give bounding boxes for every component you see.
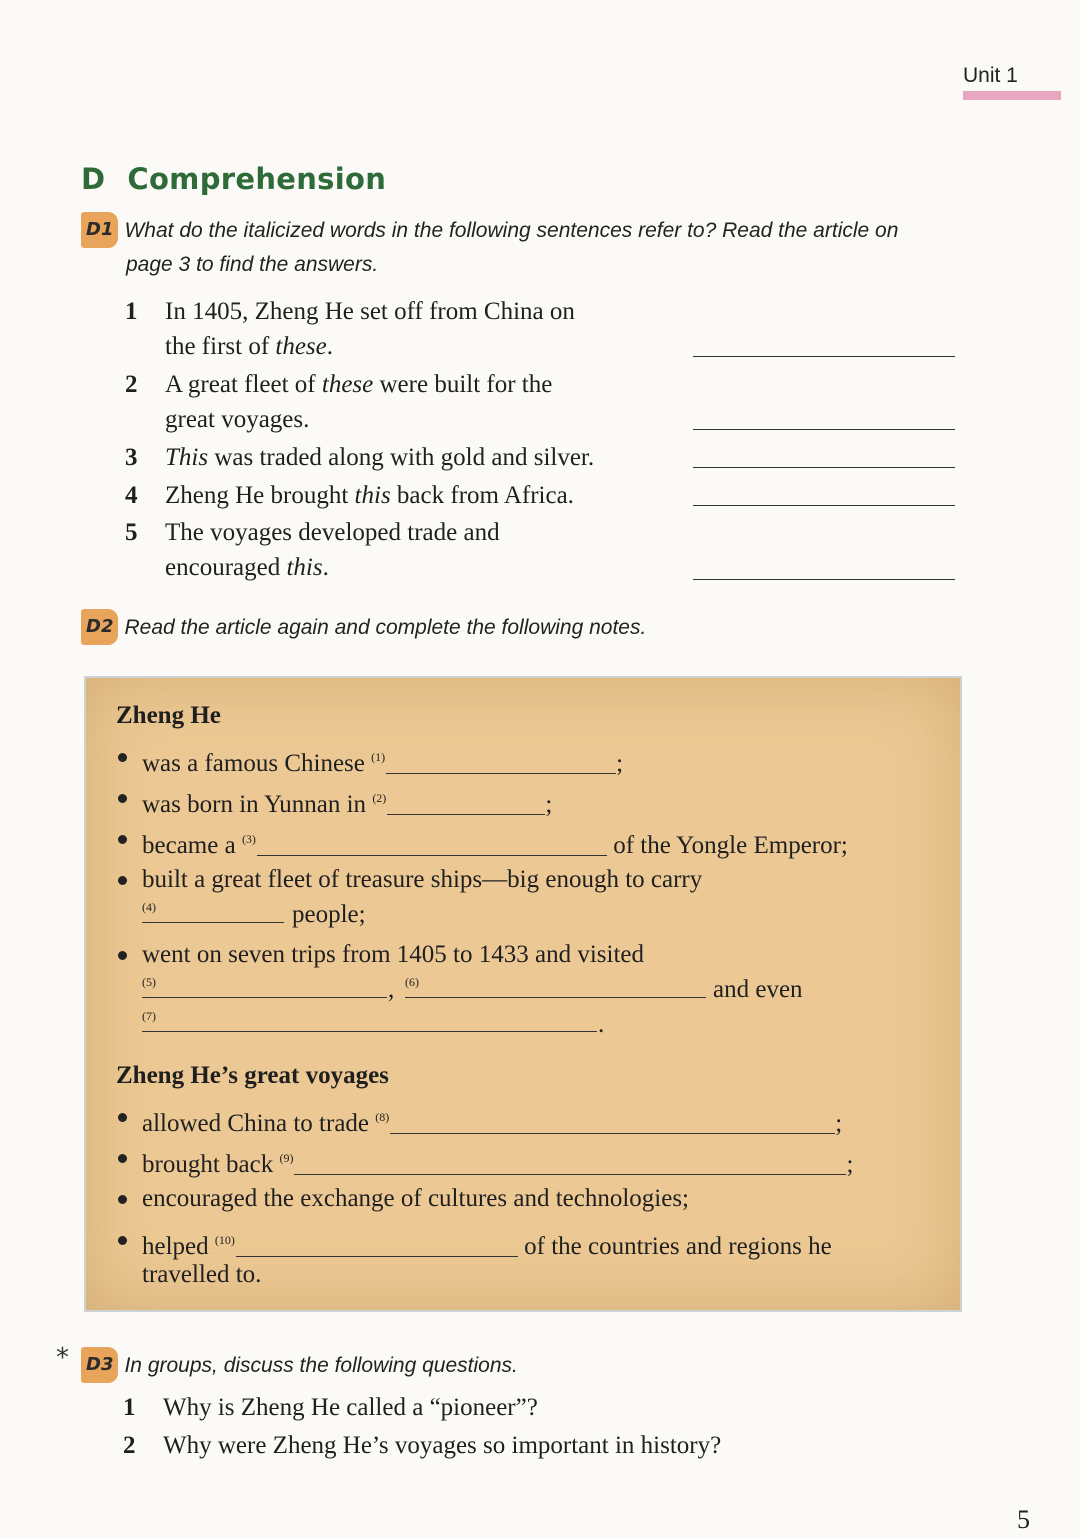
d1-answer-line-4[interactable]: [693, 505, 955, 506]
d1-item-3-italic-word: This: [165, 444, 209, 471]
blank-number-9: (9): [279, 1151, 294, 1165]
d1-badge: D1: [81, 212, 118, 248]
blank-number-2: (2): [372, 791, 387, 805]
d1-item-number: 1: [125, 298, 138, 325]
note-b5-end: .: [598, 1011, 605, 1038]
d1-item-1-line2-pre: the first of: [165, 333, 276, 360]
d1-instruction-line1: What do the italicized words in the following sentences refer to? Read the article on: [124, 219, 899, 242]
note-b3-text: became a: [142, 832, 236, 859]
note-v2: [142, 1141, 853, 1182]
note-b5-line1: went on seven trips from 1405 to 1433 and visited: [142, 941, 645, 968]
d3-question-2: [123, 1428, 923, 1463]
d1-item-2-line2: great voyages.: [165, 406, 310, 433]
d1-item-2-post: were built for the: [373, 371, 553, 398]
bullet-icon: [118, 876, 127, 885]
d1-answer-line-3[interactable]: [693, 467, 955, 468]
note-v4-text: helped: [142, 1233, 209, 1260]
bullet-icon: [118, 951, 127, 960]
blank-8[interactable]: [390, 1109, 835, 1134]
bullet-icon: [118, 1236, 127, 1245]
blank-number-10: (10): [214, 1233, 235, 1247]
d1-item-2: [125, 367, 645, 437]
blank-number-4: (4): [142, 900, 156, 914]
note-b1-text: was a famous Chinese: [142, 750, 365, 777]
blank-number-5: (5): [142, 975, 156, 989]
unit-label: Unit 1: [963, 64, 1018, 87]
d1-item-4: [125, 478, 645, 513]
blank-4[interactable]: [142, 922, 284, 923]
note-b2-end: ;: [545, 791, 553, 818]
bullet-icon: [118, 753, 127, 762]
d1-instruction-line2: page 3 to find the answers.: [126, 253, 379, 276]
blank-3[interactable]: [257, 831, 607, 856]
d1-item-1-line1: In 1405, Zheng He set off from China on: [165, 298, 575, 325]
d1-answer-line-1[interactable]: [693, 356, 955, 357]
d1-answer-line-2[interactable]: [693, 429, 955, 430]
d1-item-3: [125, 440, 645, 475]
d1-item-number: 2: [125, 371, 138, 398]
d1-item-5-italic-word: this: [286, 554, 323, 581]
blank-number-3: (3): [241, 832, 256, 846]
notes-box: [84, 676, 962, 1312]
d1-item-1-italic-word: these: [275, 333, 327, 360]
notes-heading-voyages: Zheng He’s great voyages: [116, 1062, 389, 1089]
note-b4-line1: built a great fleet of treasure ships—big enough to carry: [142, 866, 703, 893]
d3-question-text: Why is Zheng He called a “pioneer”?: [163, 1394, 538, 1421]
d3-badge: D3: [81, 1347, 118, 1383]
note-b1-end: ;: [616, 750, 624, 777]
blank-number-6: (6): [405, 975, 419, 989]
note-v2-text: brought back: [142, 1151, 274, 1178]
notes-heading-zheng-he: Zheng He: [116, 702, 221, 729]
d1-item-2-pre: A great fleet of: [165, 371, 322, 398]
note-v4-line2: travelled to.: [142, 1261, 262, 1288]
section-letter: D: [81, 162, 106, 196]
d1-item-5-period: .: [322, 554, 329, 581]
d1-item-4-italic-word: this: [354, 482, 391, 509]
blank-9[interactable]: [294, 1150, 846, 1175]
blank-10[interactable]: [236, 1232, 518, 1257]
note-b5-after: and even: [713, 976, 803, 1003]
d1-item-4-post: back from Africa.: [390, 482, 574, 509]
note-b3: [142, 822, 848, 863]
blank-2[interactable]: [387, 790, 545, 815]
blank-1[interactable]: [386, 749, 616, 774]
blank-7[interactable]: [142, 1031, 597, 1032]
note-b3-after: of the Yongle Emperor;: [613, 832, 848, 859]
d3-instruction: [81, 1347, 981, 1383]
note-v1-text: allowed China to trade: [142, 1110, 370, 1137]
bullet-icon: [118, 794, 127, 803]
note-v1-end: ;: [835, 1110, 843, 1137]
page-number: 5: [1017, 1505, 1030, 1534]
d3-question-number: 2: [123, 1432, 136, 1459]
note-b5-comma: ,: [388, 976, 395, 1003]
section-title: [81, 162, 386, 196]
note-v2-end: ;: [846, 1151, 854, 1178]
d3-question-number: 1: [123, 1394, 136, 1421]
d1-item-5: [125, 515, 645, 585]
note-b1: [142, 740, 623, 781]
d1-item-5-line1: The voyages developed trade and: [165, 519, 500, 546]
bullet-icon: [118, 1113, 127, 1122]
unit-underline-bar: [963, 91, 1061, 100]
note-b2-text: was born in Yunnan in: [142, 791, 367, 818]
bullet-icon: [118, 1154, 127, 1163]
star-marker: *: [56, 1343, 69, 1373]
d1-item-1: [125, 294, 645, 364]
note-v1: [142, 1100, 842, 1141]
d1-item-5-line2-pre: encouraged: [165, 554, 287, 581]
d1-item-1-period: .: [326, 333, 334, 360]
d1-item-3-rest: was traded along with gold and silver.: [208, 444, 595, 471]
d2-badge: D2: [81, 609, 118, 645]
d1-item-number: 4: [125, 482, 138, 509]
bullet-icon: [118, 1195, 127, 1204]
d3-instruction-text: In groups, discuss the following questions.: [124, 1354, 518, 1377]
bullet-icon: [118, 835, 127, 844]
blank-number-8: (8): [375, 1110, 390, 1124]
d3-question-1: [123, 1390, 923, 1425]
note-v4-after: of the countries and regions he: [524, 1233, 832, 1260]
d1-item-2-italic-word: these: [321, 371, 374, 398]
blank-number-1: (1): [371, 750, 386, 764]
d2-instruction: [81, 609, 981, 645]
d1-item-number: 3: [125, 444, 138, 471]
note-b4-after: people;: [292, 901, 366, 928]
d1-item-4-pre: Zheng He brought: [165, 482, 355, 509]
blank-5[interactable]: [142, 997, 387, 998]
d3-question-text: Why were Zheng He’s voyages so important in history?: [163, 1432, 722, 1459]
d1-answer-line-5[interactable]: [693, 579, 955, 580]
section-title-text: Comprehension: [127, 162, 387, 196]
d1-item-number: 5: [125, 519, 138, 546]
note-b2: [142, 781, 552, 822]
blank-6[interactable]: [405, 997, 706, 998]
d2-instruction-text: Read the article again and complete the following notes.: [124, 616, 647, 639]
d1-instruction: [81, 212, 981, 282]
blank-number-7: (7): [142, 1009, 156, 1023]
note-v3: encouraged the exchange of cultures and technologies;: [142, 1185, 689, 1212]
